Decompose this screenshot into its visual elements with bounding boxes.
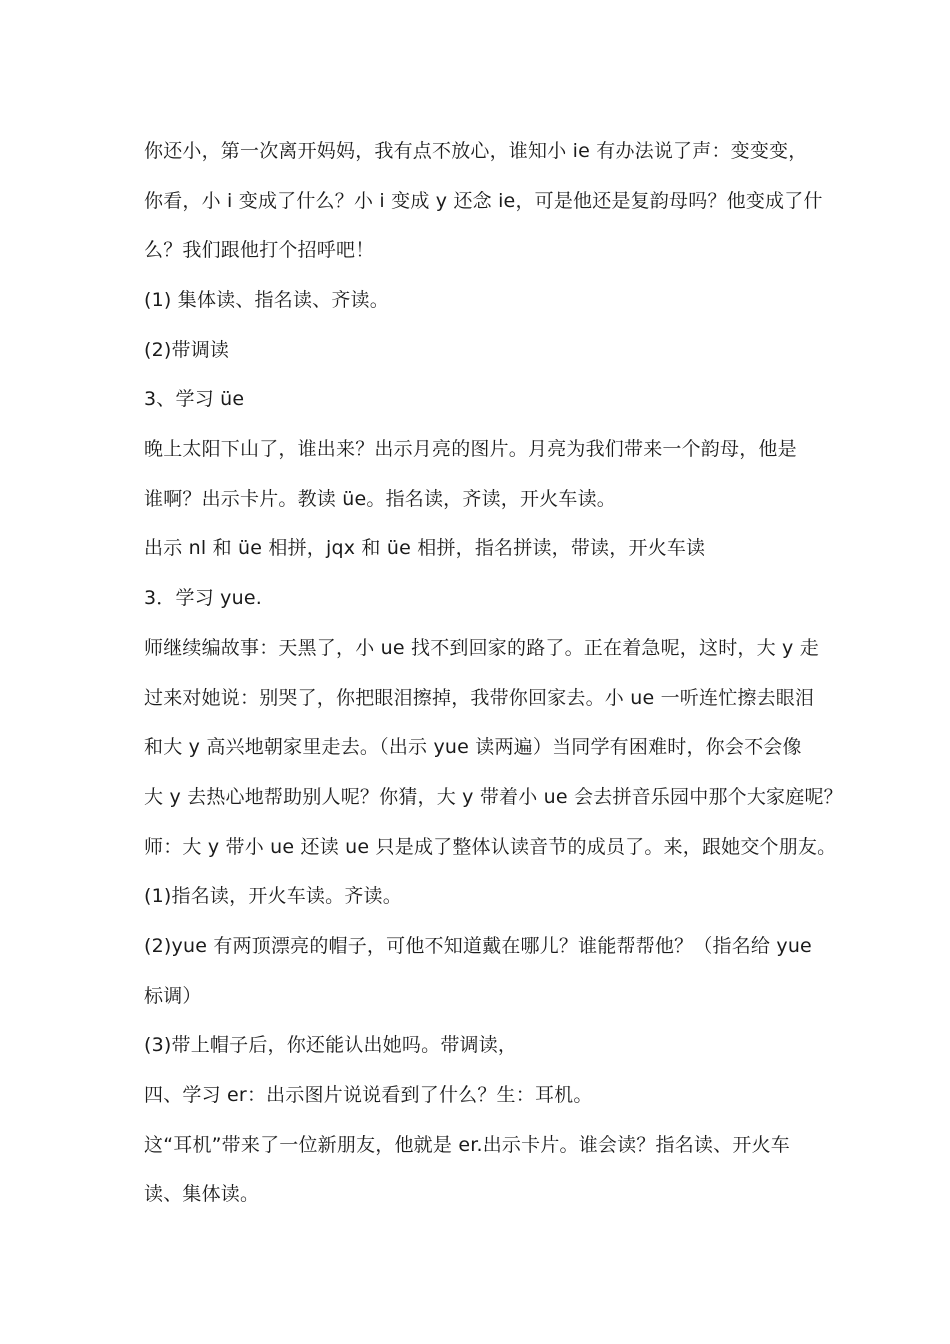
text-line: (3)带上帽子后，你还能认出她吗。带调读， (144, 1034, 518, 1056)
section-heading: 3．学习 yue. (144, 587, 262, 609)
text-line: 标调） (144, 985, 202, 1007)
text-line: 读、集体读。 (144, 1183, 260, 1205)
section-heading: 四、学习 er：出示图片说说看到了什么？生：耳机。 (144, 1084, 593, 1106)
text-line: 晚上太阳下山了，谁出来？出示月亮的图片。月亮为我们带来一个韵母，他是 (144, 438, 797, 460)
text-line: 师继续编故事：天黑了，小 ue 找不到回家的路了。正在着急呢，这时，大 y 走 (144, 637, 819, 659)
text-line: 大 y 去热心地帮助别人呢？你猜，大 y 带着小 ue 会去拼音乐园中那个大家庭呢？ (144, 786, 843, 808)
text-line: 你还小，第一次离开妈妈，我有点不放心，谁知小 ie 有办法说了声：变变变， (144, 140, 808, 162)
text-line: 过来对她说：别哭了，你把眼泪擦掉，我带你回家去。小 ue 一听连忙擦去眼泪 (144, 687, 815, 709)
text-line: (2)带调读 (144, 339, 230, 361)
text-line: (1)指名读，开火车读。齐读。 (144, 885, 402, 907)
section-heading: 3、学习 üe (144, 388, 245, 410)
text-line: 这“耳机”带来了一位新朋友，他就是 er.出示卡片。谁会读？指名读、开火车 (144, 1134, 790, 1156)
text-line: (2)yue 有两顶漂亮的帽子，可他不知道戴在哪儿？谁能帮帮他？（指名给 yue (144, 935, 812, 957)
text-line: 么？我们跟他打个招呼吧！ (144, 239, 375, 261)
text-line: 出示 nl 和 üe 相拼，jqx 和 üe 相拼，指名拼读，带读，开火车读 (144, 537, 706, 559)
text-line: 师：大 y 带小 ue 还读 ue 只是成了整体认读音节的成员了。来，跟她交个朋友。 (144, 836, 837, 858)
text-line: (1) 集体读、指名读、齐读。 (144, 289, 389, 311)
text-line: 谁啊？出示卡片。教读 üe。指名读，齐读，开火车读。 (144, 488, 616, 510)
text-line: 和大 y 高兴地朝家里走去。（出示 yue 读两遍）当同学有困难时，你会不会像 (144, 736, 802, 758)
text-line: 你看，小 i 变成了什么？小 i 变成 y 还念 ie，可是他还是复韵母吗？他变成了什 (144, 190, 823, 212)
